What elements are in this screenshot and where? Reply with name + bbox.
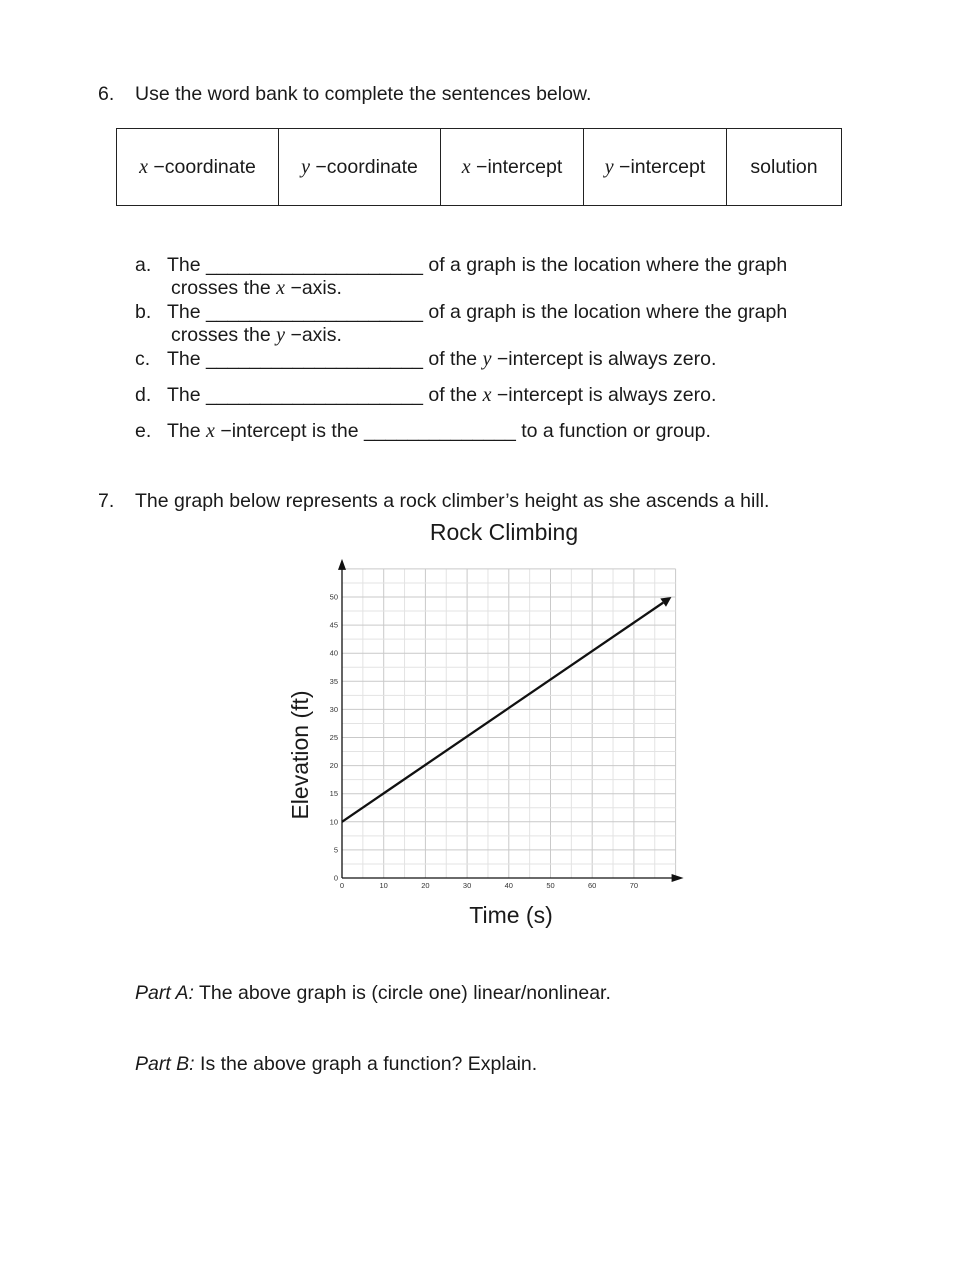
x-tick-label: 20 bbox=[421, 881, 430, 890]
q6-item-b: b. The ____________________ of a graph is the location where the graph bbox=[135, 301, 788, 323]
q6-item-c: c. The ____________________ of the y −intercept is always zero. bbox=[135, 348, 717, 370]
part-b-label: Part B: bbox=[135, 1053, 195, 1075]
x-axis-label: Time (s) bbox=[469, 902, 553, 928]
x-tick-label: 0 bbox=[339, 881, 345, 890]
q6-item-b-continued: crosses the y −axis. bbox=[171, 324, 342, 346]
part-b-text: Is the above graph a function? Explain. bbox=[200, 1053, 538, 1075]
x-tick-label: 10 bbox=[379, 881, 388, 890]
q6-item-a-continued: crosses the x −axis. bbox=[171, 277, 342, 299]
word-bank-solution: solution bbox=[727, 129, 842, 206]
q6-item-a: a. The ____________________ of a graph is the location where the graph bbox=[135, 254, 788, 276]
y-tick-label: 15 bbox=[329, 789, 338, 799]
x-tick-label: 40 bbox=[504, 881, 513, 890]
q7-prompt: The graph below represents a rock climber’s height as she ascends a hill. bbox=[135, 490, 770, 512]
elevation-line-arrowhead bbox=[660, 597, 671, 607]
x-tick-label: 30 bbox=[462, 881, 472, 890]
blank-line[interactable]: ____________________ bbox=[206, 384, 423, 406]
y-tick-label: 35 bbox=[329, 676, 338, 686]
blank-line[interactable]: ____________________ bbox=[206, 301, 423, 323]
part-a-text: The above graph is (circle one) linear/nonlinear. bbox=[198, 982, 611, 1004]
y-tick-label: 10 bbox=[329, 817, 338, 827]
y-tick-label: 20 bbox=[329, 761, 338, 771]
word-bank-y-coordinate: y −coordinate bbox=[279, 129, 441, 206]
q6-item-e: e. The x −intercept is the ______________ to a function or group. bbox=[135, 420, 711, 442]
y-axis-arrowhead bbox=[338, 559, 346, 570]
word-bank-x-intercept: x −intercept bbox=[441, 129, 584, 206]
chart-axes bbox=[338, 559, 684, 882]
y-tick-label: 40 bbox=[329, 648, 338, 658]
blank-line[interactable]: ____________________ bbox=[206, 348, 423, 370]
y-tick-label: 30 bbox=[329, 704, 338, 714]
part-a bbox=[135, 982, 611, 1005]
chart-grid bbox=[342, 569, 676, 878]
q6-number: 6. bbox=[98, 83, 115, 105]
q7-number: 7. bbox=[98, 490, 115, 512]
y-tick-label: 5 bbox=[333, 845, 338, 855]
x-tick-label: 70 bbox=[629, 881, 639, 890]
y-tick-label: 45 bbox=[329, 620, 338, 630]
x-tick-label: 60 bbox=[588, 881, 597, 890]
y-tick-label: 0 bbox=[333, 873, 338, 883]
blank-line[interactable]: ____________________ bbox=[206, 254, 423, 276]
y-tick-label: 50 bbox=[329, 592, 338, 602]
y-tick-label: 25 bbox=[329, 733, 338, 742]
part-a-label: Part A: bbox=[135, 982, 194, 1004]
q6-item-d: d. The ____________________ of the x −intercept is always zero. bbox=[135, 384, 717, 406]
word-bank-y-intercept: y −intercept bbox=[584, 129, 727, 206]
word-bank-x-coordinate: x −coordinate bbox=[117, 129, 279, 206]
part-b bbox=[135, 1053, 537, 1076]
x-tick-label: 50 bbox=[546, 881, 555, 890]
y-axis-label: Elevation (ft) bbox=[287, 690, 313, 820]
elevation-line bbox=[342, 603, 663, 822]
word-bank bbox=[116, 128, 842, 206]
chart-title: Rock Climbing bbox=[429, 519, 579, 545]
blank-line[interactable]: ______________ bbox=[363, 420, 516, 442]
q6-prompt: Use the word bank to complete the sentences below. bbox=[135, 83, 592, 105]
rock-climbing-chart bbox=[270, 555, 710, 945]
x-axis-arrowhead bbox=[672, 874, 684, 882]
